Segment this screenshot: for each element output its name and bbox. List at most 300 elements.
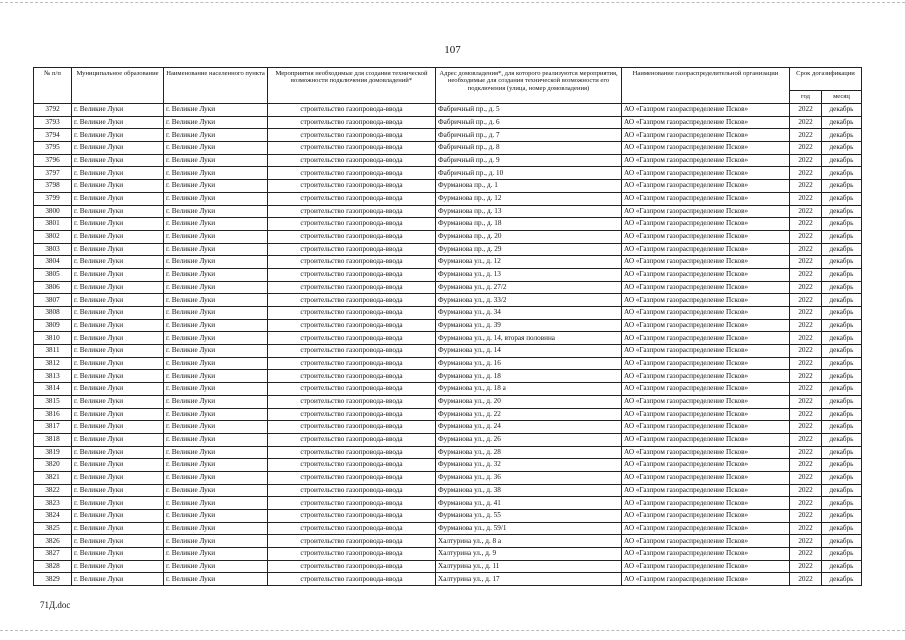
- cell-month: декабрь: [822, 522, 862, 535]
- cell-measure: строительство газопровода-ввода: [268, 167, 436, 180]
- cell-municipality: г. Великие Луки: [72, 243, 164, 256]
- cell-num: 3825: [34, 522, 72, 535]
- cell-measure: строительство газопровода-ввода: [268, 573, 436, 586]
- cell-month: декабрь: [822, 510, 862, 523]
- cell-year: 2022: [790, 256, 822, 269]
- cell-organization: АО «Газпром газораспределение Псков»: [622, 180, 790, 193]
- cell-settlement: г. Великие Луки: [164, 167, 268, 180]
- cell-num: 3803: [34, 243, 72, 256]
- table-row: [34, 243, 862, 256]
- cell-address: Фурманова пр., д. 20: [436, 230, 622, 243]
- cell-num: 3827: [34, 548, 72, 561]
- cell-settlement: г. Великие Луки: [164, 281, 268, 294]
- cell-municipality: г. Великие Луки: [72, 471, 164, 484]
- cell-measure: строительство газопровода-ввода: [268, 510, 436, 523]
- table-row: [34, 383, 862, 396]
- cell-measure: строительство газопровода-ввода: [268, 307, 436, 320]
- cell-municipality: г. Великие Луки: [72, 205, 164, 218]
- table-row: [34, 446, 862, 459]
- cell-measure: строительство газопровода-ввода: [268, 497, 436, 510]
- cell-settlement: г. Великие Луки: [164, 433, 268, 446]
- cell-municipality: г. Великие Луки: [72, 535, 164, 548]
- cell-organization: АО «Газпром газораспределение Псков»: [622, 548, 790, 561]
- cell-address: Халтурина ул., д. 8 а: [436, 535, 622, 548]
- cell-year: 2022: [790, 104, 822, 117]
- table-row: [34, 395, 862, 408]
- cell-num: 3795: [34, 142, 72, 155]
- cell-month: декабрь: [822, 484, 862, 497]
- cell-year: 2022: [790, 230, 822, 243]
- cell-address: Фурманова ул., д. 24: [436, 421, 622, 434]
- cell-municipality: г. Великие Луки: [72, 484, 164, 497]
- cell-settlement: г. Великие Луки: [164, 142, 268, 155]
- cell-num: 3815: [34, 395, 72, 408]
- cell-organization: АО «Газпром газораспределение Псков»: [622, 446, 790, 459]
- cell-measure: строительство газопровода-ввода: [268, 370, 436, 383]
- cell-num: 3819: [34, 446, 72, 459]
- cell-settlement: г. Великие Луки: [164, 370, 268, 383]
- cell-month: декабрь: [822, 154, 862, 167]
- cell-settlement: г. Великие Луки: [164, 459, 268, 472]
- cell-municipality: г. Великие Луки: [72, 307, 164, 320]
- cell-address: Фурманова ул., д. 12: [436, 256, 622, 269]
- table-row: [34, 510, 862, 523]
- cell-municipality: г. Великие Луки: [72, 370, 164, 383]
- cell-organization: АО «Газпром газораспределение Псков»: [622, 104, 790, 117]
- cell-year: 2022: [790, 167, 822, 180]
- cell-organization: АО «Газпром газораспределение Псков»: [622, 167, 790, 180]
- cell-month: декабрь: [822, 548, 862, 561]
- cell-year: 2022: [790, 192, 822, 205]
- cell-month: декабрь: [822, 319, 862, 332]
- cell-address: Фурманова ул., д. 14: [436, 345, 622, 358]
- scan-edge-bottom: [0, 630, 905, 632]
- table-row: [34, 421, 862, 434]
- cell-organization: АО «Газпром газораспределение Псков»: [622, 256, 790, 269]
- cell-organization: АО «Газпром газораспределение Псков»: [622, 573, 790, 586]
- cell-municipality: г. Великие Луки: [72, 154, 164, 167]
- cell-month: декабрь: [822, 573, 862, 586]
- cell-measure: строительство газопровода-ввода: [268, 192, 436, 205]
- header-address: Адрес домовладения*, для которого реализуются мероприятия, необходимые для создания технической возможности его подключения (улица, номер домовладения): [436, 68, 622, 104]
- cell-year: 2022: [790, 471, 822, 484]
- cell-settlement: г. Великие Луки: [164, 243, 268, 256]
- cell-measure: строительство газопровода-ввода: [268, 218, 436, 231]
- cell-address: Халтурина ул., д. 17: [436, 573, 622, 586]
- cell-organization: АО «Газпром газораспределение Псков»: [622, 218, 790, 231]
- cell-organization: АО «Газпром газораспределение Псков»: [622, 116, 790, 129]
- cell-year: 2022: [790, 218, 822, 231]
- cell-organization: АО «Газпром газораспределение Псков»: [622, 281, 790, 294]
- header-num: № п/п: [34, 68, 72, 104]
- cell-municipality: г. Великие Луки: [72, 497, 164, 510]
- cell-year: 2022: [790, 421, 822, 434]
- scan-edge-top: [0, 2, 905, 4]
- cell-year: 2022: [790, 395, 822, 408]
- cell-municipality: г. Великие Луки: [72, 357, 164, 370]
- cell-year: 2022: [790, 294, 822, 307]
- cell-measure: строительство газопровода-ввода: [268, 319, 436, 332]
- cell-measure: строительство газопровода-ввода: [268, 294, 436, 307]
- cell-num: 3822: [34, 484, 72, 497]
- cell-address: Фурманова ул., д. 38: [436, 484, 622, 497]
- cell-municipality: г. Великие Луки: [72, 446, 164, 459]
- cell-year: 2022: [790, 484, 822, 497]
- cell-month: декабрь: [822, 243, 862, 256]
- cell-year: 2022: [790, 459, 822, 472]
- table-row: [34, 167, 862, 180]
- cell-num: 3802: [34, 230, 72, 243]
- cell-organization: АО «Газпром газораспределение Псков»: [622, 510, 790, 523]
- cell-address: Фурманова ул., д. 14, вторая половина: [436, 332, 622, 345]
- cell-settlement: г. Великие Луки: [164, 205, 268, 218]
- cell-municipality: г. Великие Луки: [72, 230, 164, 243]
- cell-month: декабрь: [822, 497, 862, 510]
- table-row: [34, 522, 862, 535]
- cell-municipality: г. Великие Луки: [72, 129, 164, 142]
- header-organization: Наименование газораспределительной организации: [622, 68, 790, 104]
- cell-month: декабрь: [822, 268, 862, 281]
- header-term: Срок догазификации: [790, 68, 862, 91]
- cell-year: 2022: [790, 307, 822, 320]
- gasification-table: [33, 67, 862, 586]
- cell-num: 3793: [34, 116, 72, 129]
- cell-month: декабрь: [822, 180, 862, 193]
- cell-month: декабрь: [822, 446, 862, 459]
- cell-municipality: г. Великие Луки: [72, 560, 164, 573]
- cell-measure: строительство газопровода-ввода: [268, 104, 436, 117]
- cell-municipality: г. Великие Луки: [72, 268, 164, 281]
- cell-year: 2022: [790, 408, 822, 421]
- table-row: [34, 370, 862, 383]
- cell-month: декабрь: [822, 307, 862, 320]
- cell-municipality: г. Великие Луки: [72, 433, 164, 446]
- cell-settlement: г. Великие Луки: [164, 484, 268, 497]
- table-row: [34, 408, 862, 421]
- cell-measure: строительство газопровода-ввода: [268, 535, 436, 548]
- cell-month: декабрь: [822, 116, 862, 129]
- cell-month: декабрь: [822, 459, 862, 472]
- header-municipality: Муниципальное образование: [72, 68, 164, 104]
- cell-address: Фурманова ул., д. 16: [436, 357, 622, 370]
- header-year: год: [790, 91, 822, 104]
- table-row: [34, 497, 862, 510]
- cell-address: Фурманова ул., д. 26: [436, 433, 622, 446]
- table-row: [34, 484, 862, 497]
- cell-settlement: г. Великие Луки: [164, 522, 268, 535]
- cell-year: 2022: [790, 522, 822, 535]
- table-row: [34, 332, 862, 345]
- cell-num: 3798: [34, 180, 72, 193]
- cell-year: 2022: [790, 332, 822, 345]
- table-row: [34, 230, 862, 243]
- cell-num: 3792: [34, 104, 72, 117]
- cell-address: Фурманова ул., д. 13: [436, 268, 622, 281]
- cell-address: Фурманова пр., д. 12: [436, 192, 622, 205]
- cell-settlement: г. Великие Луки: [164, 294, 268, 307]
- cell-num: 3826: [34, 535, 72, 548]
- table-row: [34, 180, 862, 193]
- cell-month: декабрь: [822, 535, 862, 548]
- cell-settlement: г. Великие Луки: [164, 154, 268, 167]
- cell-measure: строительство газопровода-ввода: [268, 243, 436, 256]
- cell-organization: АО «Газпром газораспределение Псков»: [622, 484, 790, 497]
- cell-address: Фабричный пр., д. 6: [436, 116, 622, 129]
- cell-num: 3820: [34, 459, 72, 472]
- cell-address: Фурманова ул., д. 41: [436, 497, 622, 510]
- cell-organization: АО «Газпром газораспределение Псков»: [622, 383, 790, 396]
- cell-month: декабрь: [822, 383, 862, 396]
- cell-settlement: г. Великие Луки: [164, 548, 268, 561]
- cell-municipality: г. Великие Луки: [72, 116, 164, 129]
- cell-organization: АО «Газпром газораспределение Псков»: [622, 560, 790, 573]
- cell-year: 2022: [790, 129, 822, 142]
- cell-settlement: г. Великие Луки: [164, 560, 268, 573]
- cell-year: 2022: [790, 268, 822, 281]
- cell-address: Фурманова ул., д. 27/2: [436, 281, 622, 294]
- cell-num: 3810: [34, 332, 72, 345]
- cell-settlement: г. Великие Луки: [164, 218, 268, 231]
- cell-month: декабрь: [822, 230, 862, 243]
- cell-measure: строительство газопровода-ввода: [268, 281, 436, 294]
- footer-filename: 71Д.doc: [40, 600, 71, 610]
- cell-settlement: г. Великие Луки: [164, 383, 268, 396]
- cell-organization: АО «Газпром газораспределение Псков»: [622, 408, 790, 421]
- cell-measure: строительство газопровода-ввода: [268, 383, 436, 396]
- table-row: [34, 345, 862, 358]
- table-row: [34, 218, 862, 231]
- table-row: [34, 357, 862, 370]
- cell-month: декабрь: [822, 345, 862, 358]
- cell-month: декабрь: [822, 142, 862, 155]
- cell-measure: строительство газопровода-ввода: [268, 484, 436, 497]
- cell-num: 3821: [34, 471, 72, 484]
- cell-address: Фурманова ул., д. 55: [436, 510, 622, 523]
- cell-organization: АО «Газпром газораспределение Псков»: [622, 433, 790, 446]
- cell-num: 3808: [34, 307, 72, 320]
- cell-settlement: г. Великие Луки: [164, 256, 268, 269]
- cell-num: 3811: [34, 345, 72, 358]
- table-row: [34, 573, 862, 586]
- cell-municipality: г. Великие Луки: [72, 548, 164, 561]
- cell-organization: АО «Газпром газораспределение Псков»: [622, 471, 790, 484]
- cell-organization: АО «Газпром газораспределение Псков»: [622, 319, 790, 332]
- cell-measure: строительство газопровода-ввода: [268, 548, 436, 561]
- cell-settlement: г. Великие Луки: [164, 573, 268, 586]
- cell-num: 3797: [34, 167, 72, 180]
- cell-month: декабрь: [822, 471, 862, 484]
- cell-address: Фабричный пр., д. 10: [436, 167, 622, 180]
- table-row: [34, 129, 862, 142]
- cell-organization: АО «Газпром газораспределение Псков»: [622, 522, 790, 535]
- table-row: [34, 294, 862, 307]
- cell-num: 3804: [34, 256, 72, 269]
- table-row: [34, 471, 862, 484]
- cell-year: 2022: [790, 154, 822, 167]
- table-row: [34, 535, 862, 548]
- cell-municipality: г. Великие Луки: [72, 345, 164, 358]
- cell-num: 3817: [34, 421, 72, 434]
- cell-municipality: г. Великие Луки: [72, 332, 164, 345]
- cell-municipality: г. Великие Луки: [72, 180, 164, 193]
- cell-address: Фурманова ул., д. 34: [436, 307, 622, 320]
- cell-organization: АО «Газпром газораспределение Псков»: [622, 497, 790, 510]
- cell-month: декабрь: [822, 129, 862, 142]
- cell-municipality: г. Великие Луки: [72, 383, 164, 396]
- table-row: [34, 205, 862, 218]
- cell-address: Фурманова пр., д. 18: [436, 218, 622, 231]
- cell-settlement: г. Великие Луки: [164, 497, 268, 510]
- cell-address: Фурманова ул., д. 39: [436, 319, 622, 332]
- cell-address: Фурманова ул., д. 32: [436, 459, 622, 472]
- cell-measure: строительство газопровода-ввода: [268, 471, 436, 484]
- cell-measure: строительство газопровода-ввода: [268, 332, 436, 345]
- cell-num: 3823: [34, 497, 72, 510]
- cell-address: Фабричный пр., д. 9: [436, 154, 622, 167]
- table-row: [34, 192, 862, 205]
- table-row: [34, 256, 862, 269]
- cell-organization: АО «Газпром газораспределение Псков»: [622, 268, 790, 281]
- cell-year: 2022: [790, 560, 822, 573]
- cell-settlement: г. Великие Луки: [164, 408, 268, 421]
- cell-num: 3812: [34, 357, 72, 370]
- cell-organization: АО «Газпром газораспределение Псков»: [622, 230, 790, 243]
- cell-measure: строительство газопровода-ввода: [268, 345, 436, 358]
- cell-year: 2022: [790, 180, 822, 193]
- cell-num: 3816: [34, 408, 72, 421]
- cell-year: 2022: [790, 205, 822, 218]
- cell-settlement: г. Великие Луки: [164, 230, 268, 243]
- cell-num: 3809: [34, 319, 72, 332]
- cell-settlement: г. Великие Луки: [164, 421, 268, 434]
- cell-organization: АО «Газпром газораспределение Псков»: [622, 370, 790, 383]
- cell-month: декабрь: [822, 370, 862, 383]
- cell-organization: АО «Газпром газораспределение Псков»: [622, 332, 790, 345]
- cell-month: декабрь: [822, 433, 862, 446]
- cell-measure: строительство газопровода-ввода: [268, 154, 436, 167]
- cell-measure: строительство газопровода-ввода: [268, 230, 436, 243]
- header-settlement: Наименование населенного пункта: [164, 68, 268, 104]
- cell-year: 2022: [790, 383, 822, 396]
- cell-measure: строительство газопровода-ввода: [268, 142, 436, 155]
- cell-month: декабрь: [822, 421, 862, 434]
- table-body: [34, 104, 862, 586]
- cell-organization: АО «Газпром газораспределение Псков»: [622, 307, 790, 320]
- cell-municipality: г. Великие Луки: [72, 142, 164, 155]
- cell-address: Фабричный пр., д. 7: [436, 129, 622, 142]
- cell-measure: строительство газопровода-ввода: [268, 433, 436, 446]
- cell-month: декабрь: [822, 192, 862, 205]
- cell-year: 2022: [790, 116, 822, 129]
- cell-measure: строительство газопровода-ввода: [268, 408, 436, 421]
- cell-municipality: г. Великие Луки: [72, 167, 164, 180]
- table-row: [34, 104, 862, 117]
- cell-settlement: г. Великие Луки: [164, 395, 268, 408]
- table-row: [34, 560, 862, 573]
- cell-measure: строительство газопровода-ввода: [268, 522, 436, 535]
- cell-month: декабрь: [822, 205, 862, 218]
- cell-municipality: г. Великие Луки: [72, 459, 164, 472]
- cell-organization: АО «Газпром газораспределение Псков»: [622, 294, 790, 307]
- cell-month: декабрь: [822, 294, 862, 307]
- cell-year: 2022: [790, 433, 822, 446]
- cell-month: декабрь: [822, 167, 862, 180]
- cell-year: 2022: [790, 446, 822, 459]
- cell-month: декабрь: [822, 408, 862, 421]
- cell-year: 2022: [790, 510, 822, 523]
- cell-num: 3796: [34, 154, 72, 167]
- cell-measure: строительство газопровода-ввода: [268, 205, 436, 218]
- cell-municipality: г. Великие Луки: [72, 218, 164, 231]
- cell-address: Фурманова ул., д. 33/2: [436, 294, 622, 307]
- cell-address: Фурманова пр., д. 1: [436, 180, 622, 193]
- cell-address: Фурманова ул., д. 28: [436, 446, 622, 459]
- cell-year: 2022: [790, 345, 822, 358]
- cell-organization: АО «Газпром газораспределение Псков»: [622, 421, 790, 434]
- table-row: [34, 433, 862, 446]
- cell-year: 2022: [790, 548, 822, 561]
- cell-municipality: г. Великие Луки: [72, 510, 164, 523]
- cell-address: Халтурина ул., д. 11: [436, 560, 622, 573]
- header-measures: Мероприятия необходимые для создания технической возможности подключения домовладений*: [268, 68, 436, 104]
- cell-municipality: г. Великие Луки: [72, 319, 164, 332]
- cell-municipality: г. Великие Луки: [72, 408, 164, 421]
- cell-settlement: г. Великие Луки: [164, 116, 268, 129]
- table-row: [34, 319, 862, 332]
- cell-measure: строительство газопровода-ввода: [268, 459, 436, 472]
- cell-settlement: г. Великие Луки: [164, 180, 268, 193]
- cell-settlement: г. Великие Луки: [164, 268, 268, 281]
- cell-measure: строительство газопровода-ввода: [268, 357, 436, 370]
- cell-num: 3807: [34, 294, 72, 307]
- cell-organization: АО «Газпром газораспределение Псков»: [622, 459, 790, 472]
- cell-measure: строительство газопровода-ввода: [268, 129, 436, 142]
- cell-measure: строительство газопровода-ввода: [268, 446, 436, 459]
- table-row: [34, 142, 862, 155]
- cell-settlement: г. Великие Луки: [164, 357, 268, 370]
- cell-num: 3828: [34, 560, 72, 573]
- cell-settlement: г. Великие Луки: [164, 446, 268, 459]
- cell-settlement: г. Великие Луки: [164, 510, 268, 523]
- cell-month: декабрь: [822, 218, 862, 231]
- cell-address: Фабричный пр., д. 8: [436, 142, 622, 155]
- cell-municipality: г. Великие Луки: [72, 421, 164, 434]
- cell-year: 2022: [790, 142, 822, 155]
- cell-year: 2022: [790, 370, 822, 383]
- table-row: [34, 307, 862, 320]
- cell-address: Халтурина ул., д. 9: [436, 548, 622, 561]
- cell-settlement: г. Великие Луки: [164, 319, 268, 332]
- cell-measure: строительство газопровода-ввода: [268, 268, 436, 281]
- cell-organization: АО «Газпром газораспределение Псков»: [622, 205, 790, 218]
- cell-num: 3801: [34, 218, 72, 231]
- cell-address: Фурманова ул., д. 59/1: [436, 522, 622, 535]
- cell-year: 2022: [790, 573, 822, 586]
- cell-year: 2022: [790, 497, 822, 510]
- cell-settlement: г. Великие Луки: [164, 332, 268, 345]
- cell-month: декабрь: [822, 395, 862, 408]
- cell-year: 2022: [790, 281, 822, 294]
- cell-year: 2022: [790, 243, 822, 256]
- cell-address: Фурманова пр., д. 29: [436, 243, 622, 256]
- table-row: [34, 154, 862, 167]
- page-number: 107: [444, 44, 461, 56]
- cell-num: 3806: [34, 281, 72, 294]
- cell-settlement: г. Великие Луки: [164, 471, 268, 484]
- table-row: [34, 268, 862, 281]
- cell-year: 2022: [790, 535, 822, 548]
- cell-num: 3829: [34, 573, 72, 586]
